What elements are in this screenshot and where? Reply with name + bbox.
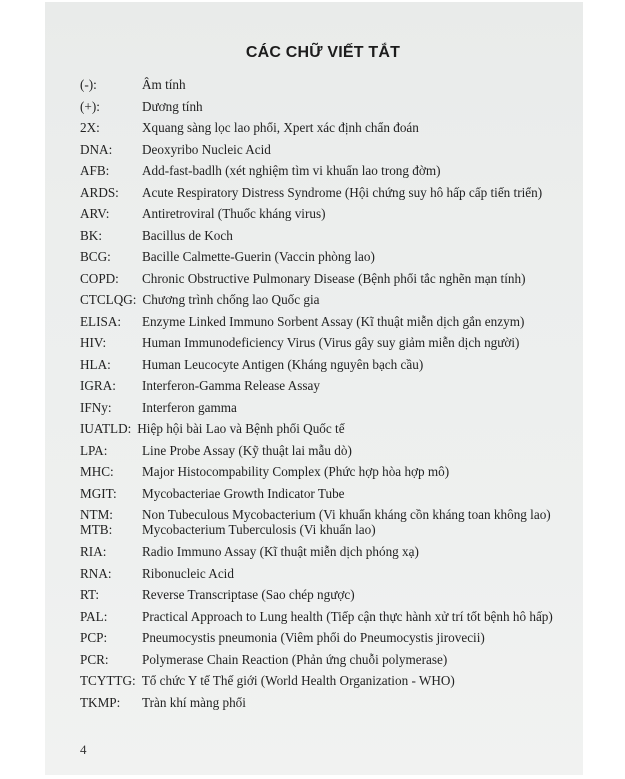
list-item: [80, 289, 580, 311]
abbreviation-definition: Dương tính: [142, 98, 203, 114]
list-item: [80, 74, 580, 96]
abbreviation-term: ELISA:: [80, 313, 122, 329]
list-item: [80, 96, 580, 118]
list-item: [80, 332, 580, 354]
list-item: [80, 182, 580, 204]
list-item: [80, 606, 580, 628]
abbreviation-definition: Ribonucleic Acid: [142, 565, 234, 581]
abbreviation-definition: Interferon gamma: [142, 399, 237, 415]
list-item: [80, 203, 580, 225]
abbreviation-definition: Mycobacterium Tuberculosis (Vi khuẩn lao): [142, 522, 376, 537]
list-item: [80, 522, 580, 537]
page-number: 4: [80, 742, 87, 757]
list-item: [80, 461, 580, 483]
abbreviation-definition: Bacillus de Koch: [142, 227, 233, 243]
abbreviation-term: HLA:: [80, 356, 111, 372]
abbreviation-term: ARV:: [80, 206, 110, 221]
abbreviation-term: IFNy:: [80, 399, 112, 415]
abbreviation-definition: Mycobacteriae Growth Indicator Tube: [142, 485, 345, 501]
list-item: [80, 483, 580, 505]
abbreviation-term: IGRA:: [80, 378, 116, 393]
abbreviation-term: MTB:: [80, 522, 113, 537]
abbreviation-definition: Enzyme Linked Immuno Sorbent Assay (Kĩ thuật miễn dịch gắn enzym): [142, 313, 525, 329]
list-item: [80, 541, 580, 563]
abbreviation-definition: Chronic Obstructive Pulmonary Disease (Bệnh phổi tắc nghẽn mạn tính): [142, 270, 526, 286]
abbreviation-term: IUATLD:: [80, 421, 132, 436]
abbreviation-term: MHC:: [80, 464, 114, 479]
page-title: CÁC CHỮ VIẾT TẮT: [245, 44, 401, 61]
abbreviation-definition: Tổ chức Y tế Thế giới (World Health Organization - WHO): [141, 673, 455, 688]
abbreviation-definition: Radio Immuno Assay (Kĩ thuật miễn dịch phóng xạ): [142, 544, 419, 559]
list-item: [80, 507, 580, 522]
abbreviation-term: PCR:: [80, 651, 109, 667]
abbreviation-definition: Major Histocompability Complex (Phức hợp hòa hợp mô): [142, 464, 450, 479]
abbreviation-term: MGIT:: [80, 485, 117, 501]
abbreviation-term: LPA:: [80, 442, 108, 458]
list-item: [80, 246, 580, 268]
document-page: [45, 2, 583, 775]
abbreviation-definition: Interferon-Gamma Release Assay: [142, 378, 320, 393]
list-item: [80, 692, 580, 714]
list-item: [80, 627, 580, 649]
abbreviation-definition: Deoxyribo Nucleic Acid: [142, 141, 271, 157]
abbreviation-definition: Human Immunodeficiency Virus (Virus gây suy giảm miễn dịch người): [142, 335, 520, 350]
list-item: [80, 584, 580, 606]
abbreviation-term: AFB:: [80, 163, 110, 178]
abbreviation-term: CTCLQG:: [80, 292, 137, 307]
abbreviation-term: (-):: [80, 77, 97, 92]
abbreviation-term: PCP:: [80, 630, 108, 645]
abbreviation-term: 2X:: [80, 120, 100, 135]
list-item: [80, 375, 580, 397]
list-item: [80, 268, 580, 290]
abbreviation-term: RIA:: [80, 544, 107, 559]
abbreviation-definition: Practical Approach to Lung health (Tiếp cận thực hành xử trí tốt bệnh hô hấp): [142, 608, 553, 624]
list-item: [80, 354, 580, 376]
abbreviation-definition: Human Leucocyte Antigen (Kháng nguyên bạch cầu): [142, 356, 424, 372]
abbreviation-definition: Antiretroviral (Thuốc kháng virus): [142, 206, 326, 221]
abbreviation-definition: Chương trình chống lao Quốc gia: [142, 292, 320, 307]
abbreviation-term: BCG:: [80, 249, 111, 264]
abbreviation-definition: Add-fast-badlh (xét nghiệm tìm vi khuẩn lao trong đờm): [142, 163, 441, 178]
list-item: [80, 225, 580, 247]
list-item: [80, 440, 580, 462]
list-item: [80, 397, 580, 419]
list-item: [80, 649, 580, 671]
abbreviation-term: NTM:: [80, 507, 113, 522]
abbreviation-term: (+):: [80, 98, 100, 114]
abbreviation-term: COPD:: [80, 270, 119, 286]
abbreviation-definition: Non Tubeculous Mycobacterium (Vi khuẩn kháng cồn kháng toan không lao): [142, 507, 551, 522]
abbreviation-definition: Hiệp hội bài Lao và Bệnh phổi Quốc tế: [137, 421, 345, 436]
list-item: [80, 117, 580, 139]
abbreviation-definition: Acute Respiratory Distress Syndrome (Hội chứng suy hô hấp cấp tiến triển): [142, 184, 543, 200]
list-item: [80, 311, 580, 333]
abbreviation-term: HIV:: [80, 335, 107, 350]
abbreviation-term: BK:: [80, 227, 102, 243]
list-item: [80, 418, 580, 440]
list-item: [80, 563, 580, 585]
abbreviation-definition: Xquang sàng lọc lao phổi, Xpert xác định chẩn đoán: [142, 120, 419, 135]
abbreviation-term: DNA:: [80, 141, 113, 157]
list-item: [80, 670, 580, 692]
abbreviation-term: RNA:: [80, 565, 112, 581]
abbreviation-term: PAL:: [80, 608, 108, 624]
abbreviation-definition: Bacille Calmette-Guerin (Vaccin phòng lao): [142, 249, 375, 264]
abbreviation-definition: Polymerase Chain Reaction (Phản ứng chuỗi polymerase): [142, 651, 448, 667]
abbreviation-term: RT:: [80, 587, 100, 602]
abbreviation-definition: Line Probe Assay (Kỹ thuật lai mẫu dò): [142, 442, 352, 458]
abbreviation-term: TKMP:: [80, 694, 121, 710]
abbreviation-definition: Reverse Transcriptase (Sao chép ngược): [142, 587, 355, 602]
list-item: [80, 139, 580, 161]
abbreviation-definition: Âm tính: [142, 77, 186, 92]
abbreviation-list: [80, 74, 580, 713]
abbreviation-definition: Pneumocystis pneumonia (Viêm phổi do Pneumocystis jirovecii): [142, 630, 485, 645]
abbreviation-term: ARDS:: [80, 184, 119, 200]
abbreviation-definition: Tràn khí màng phổi: [142, 694, 246, 710]
list-item: [80, 160, 580, 182]
abbreviation-term: TCYTTG:: [80, 673, 136, 688]
